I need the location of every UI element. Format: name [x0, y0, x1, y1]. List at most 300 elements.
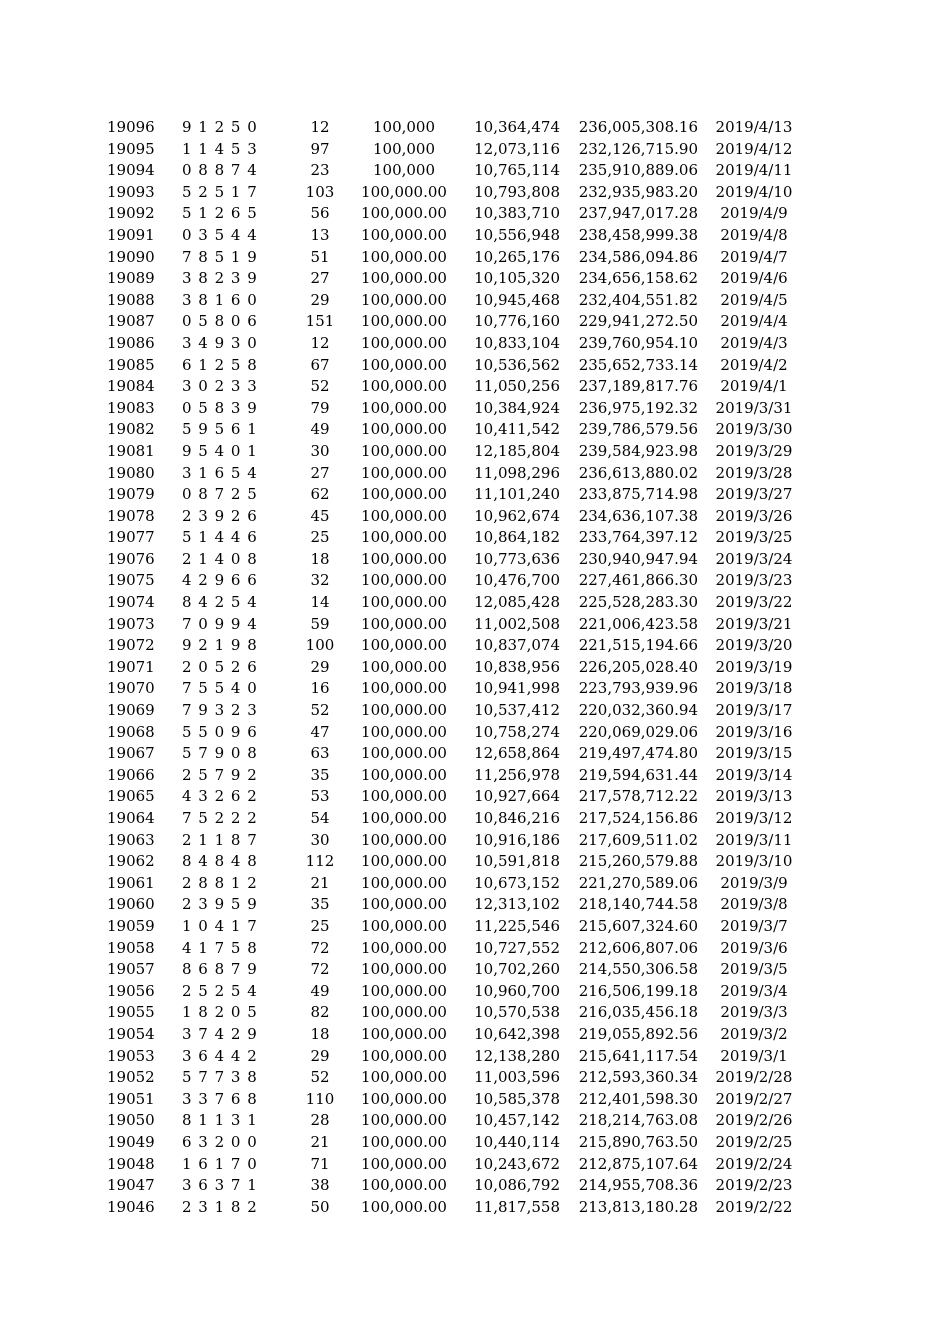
winner-count: 72 [310, 960, 330, 979]
draw-date: 2019/4/11 [715, 161, 793, 180]
winning-numbers: 8 1 1 3 1 [182, 1111, 257, 1130]
issue-number: 19090 [107, 247, 155, 266]
winner-count: 27 [310, 269, 330, 288]
issue-number: 19066 [107, 765, 155, 784]
winner-count: 49 [310, 981, 330, 1000]
lottery-results-sheet [0, 117, 950, 1218]
winning-numbers: 7 9 3 2 3 [182, 701, 257, 720]
prize-pool: 217,524,156.86 [578, 809, 698, 827]
table-row [0, 1002, 950, 1024]
winner-count: 21 [310, 873, 330, 892]
prize-pool: 212,593,360.34 [578, 1068, 698, 1087]
winner-count: 103 [305, 182, 335, 201]
draw-date: 2019/2/28 [715, 1068, 793, 1087]
winning-numbers: 8 4 8 4 8 [182, 852, 257, 871]
prize-pool: 230,940,947.94 [578, 549, 698, 568]
issue-number: 19092 [107, 204, 155, 223]
winning-numbers: 2 8 8 1 2 [182, 873, 257, 892]
winning-numbers: 2 5 7 9 2 [182, 765, 257, 784]
draw-date: 2019/3/31 [715, 398, 793, 417]
winner-count: 30 [310, 441, 330, 460]
winner-count: 56 [310, 204, 330, 223]
winner-count: 25 [310, 528, 330, 547]
table-row [0, 1132, 950, 1154]
draw-date: 2019/3/14 [715, 765, 793, 784]
table-row [0, 959, 950, 981]
table-row [0, 160, 950, 182]
issue-number: 19084 [107, 377, 155, 396]
issue-number: 19094 [107, 161, 155, 180]
winning-numbers: 7 5 5 4 0 [182, 679, 257, 698]
winning-numbers: 5 7 9 0 8 [182, 744, 257, 763]
issue-number: 19085 [107, 355, 155, 374]
prize-amount: 100,000.00 [361, 1046, 447, 1065]
table-row [0, 182, 950, 204]
draw-date: 2019/3/17 [715, 701, 793, 720]
prize-amount: 100,000.00 [361, 204, 447, 223]
issue-number: 19049 [107, 1132, 155, 1151]
prize-pool: 234,586,094.86 [578, 247, 698, 266]
winning-numbers: 8 6 8 7 9 [182, 960, 257, 979]
issue-number: 19057 [107, 960, 155, 979]
winning-numbers: 6 1 2 5 8 [182, 355, 257, 374]
winner-count: 110 [305, 1089, 335, 1108]
sales-amount: 10,537,412 [474, 701, 560, 720]
draw-date: 2019/3/20 [715, 636, 793, 655]
prize-amount: 100,000.00 [361, 938, 447, 957]
prize-pool: 234,636,107.38 [578, 506, 698, 525]
draw-date: 2019/3/12 [715, 809, 793, 827]
table-row [0, 398, 950, 420]
prize-pool: 215,641,117.54 [578, 1046, 698, 1065]
prize-amount: 100,000.00 [361, 744, 447, 763]
prize-amount: 100,000 [372, 139, 436, 158]
table-row [0, 1154, 950, 1176]
prize-amount: 100,000.00 [361, 679, 447, 698]
prize-amount: 100,000.00 [361, 355, 447, 374]
sales-amount: 10,585,378 [474, 1089, 560, 1108]
winner-count: 16 [310, 679, 330, 698]
draw-date: 2019/2/22 [715, 1197, 793, 1216]
draw-date: 2019/3/9 [720, 873, 788, 892]
winning-numbers: 0 5 8 3 9 [182, 398, 257, 417]
sales-amount: 10,758,274 [474, 722, 560, 741]
table-row [0, 139, 950, 161]
issue-number: 19056 [107, 981, 155, 1000]
winner-count: 49 [310, 420, 330, 439]
winner-count: 35 [310, 765, 330, 784]
draw-date: 2019/3/1 [720, 1046, 788, 1065]
winner-count: 52 [310, 1068, 330, 1087]
winner-count: 23 [310, 161, 330, 180]
winner-count: 112 [305, 852, 335, 871]
draw-date: 2019/4/3 [720, 333, 788, 352]
winning-numbers: 5 2 5 1 7 [182, 182, 257, 201]
winning-numbers: 3 7 4 2 9 [182, 1024, 257, 1043]
table-row [0, 678, 950, 700]
draw-date: 2019/4/6 [720, 269, 788, 288]
winning-numbers: 2 1 4 0 8 [182, 549, 257, 568]
winner-count: 59 [310, 614, 330, 633]
winning-numbers: 7 0 9 9 4 [182, 614, 257, 633]
issue-number: 19058 [107, 938, 155, 957]
prize-amount: 100,000.00 [361, 269, 447, 288]
winning-numbers: 3 0 2 3 3 [182, 377, 257, 396]
prize-amount: 100,000.00 [361, 614, 447, 633]
prize-pool: 221,515,194.66 [578, 636, 698, 655]
table-row [0, 549, 950, 571]
table-row [0, 635, 950, 657]
winner-count: 18 [310, 549, 330, 568]
winning-numbers: 4 3 2 6 2 [182, 787, 257, 806]
table-row [0, 700, 950, 722]
issue-number: 19071 [107, 657, 155, 676]
issue-number: 19091 [107, 225, 155, 244]
draw-date: 2019/3/28 [715, 463, 793, 482]
winning-numbers: 0 8 8 7 4 [182, 161, 257, 180]
draw-date: 2019/3/29 [715, 441, 793, 460]
winning-numbers: 0 8 7 2 5 [182, 485, 257, 504]
sales-amount: 12,185,804 [474, 441, 560, 460]
table-row [0, 1197, 950, 1219]
prize-pool: 214,550,306.58 [578, 960, 698, 979]
prize-amount: 100,000.00 [361, 787, 447, 806]
prize-pool: 212,606,807.06 [578, 938, 698, 957]
table-row [0, 1067, 950, 1089]
draw-date: 2019/3/7 [720, 916, 788, 935]
winner-count: 71 [310, 1154, 330, 1173]
winning-numbers: 4 2 9 6 6 [182, 571, 257, 590]
issue-number: 19076 [107, 549, 155, 568]
issue-number: 19059 [107, 916, 155, 935]
table-row [0, 376, 950, 398]
sales-amount: 10,570,538 [474, 1003, 560, 1022]
winner-count: 29 [310, 1046, 330, 1065]
prize-pool: 218,214,763.08 [578, 1111, 698, 1130]
table-row [0, 1089, 950, 1111]
winner-count: 12 [310, 118, 330, 136]
sales-amount: 10,837,074 [474, 636, 560, 655]
sales-amount: 10,265,176 [474, 247, 560, 266]
winning-numbers: 3 8 2 3 9 [182, 269, 257, 288]
winning-numbers: 5 5 0 9 6 [182, 722, 257, 741]
prize-pool: 216,506,199.18 [578, 981, 698, 1000]
prize-amount: 100,000.00 [361, 1176, 447, 1195]
sales-amount: 10,243,672 [474, 1154, 560, 1173]
table-row [0, 743, 950, 765]
prize-pool: 232,935,983.20 [578, 182, 698, 201]
prize-amount: 100,000.00 [361, 593, 447, 612]
sales-amount: 12,085,428 [474, 593, 560, 612]
winner-count: 30 [310, 830, 330, 849]
table-row [0, 268, 950, 290]
issue-number: 19052 [107, 1068, 155, 1087]
winner-count: 47 [310, 722, 330, 741]
prize-pool: 239,584,923.98 [578, 441, 698, 460]
sales-amount: 10,864,182 [474, 528, 560, 547]
prize-amount: 100,000.00 [361, 960, 447, 979]
issue-number: 19086 [107, 333, 155, 352]
table-row [0, 786, 950, 808]
winner-count: 29 [310, 290, 330, 309]
draw-date: 2019/3/18 [715, 679, 793, 698]
sales-amount: 10,086,792 [474, 1176, 560, 1195]
draw-date: 2019/3/25 [715, 528, 793, 547]
draw-date: 2019/3/26 [715, 506, 793, 525]
sales-amount: 10,591,818 [474, 852, 560, 871]
issue-number: 19062 [107, 852, 155, 871]
draw-date: 2019/3/23 [715, 571, 793, 590]
table-row [0, 938, 950, 960]
draw-date: 2019/3/30 [715, 420, 793, 439]
prize-pool: 212,401,598.30 [578, 1089, 698, 1108]
draw-date: 2019/3/8 [720, 895, 788, 914]
draw-date: 2019/3/5 [720, 960, 788, 979]
winning-numbers: 2 3 1 8 2 [182, 1197, 257, 1216]
draw-date: 2019/2/27 [715, 1089, 793, 1108]
sales-amount: 11,050,256 [474, 377, 560, 396]
prize-pool: 225,528,283.30 [578, 593, 698, 612]
prize-pool: 217,609,511.02 [578, 830, 698, 849]
prize-amount: 100,000.00 [361, 809, 447, 827]
draw-date: 2019/3/2 [720, 1024, 788, 1043]
draw-date: 2019/3/19 [715, 657, 793, 676]
issue-number: 19067 [107, 744, 155, 763]
winning-numbers: 8 4 2 5 4 [182, 593, 257, 612]
winner-count: 52 [310, 701, 330, 720]
prize-pool: 226,205,028.40 [578, 657, 698, 676]
table-row [0, 592, 950, 614]
issue-number: 19063 [107, 830, 155, 849]
sales-amount: 10,765,114 [474, 161, 560, 180]
sales-amount: 11,002,508 [474, 614, 560, 633]
draw-date: 2019/3/13 [715, 787, 793, 806]
sales-amount: 10,383,710 [474, 204, 560, 223]
sales-amount: 11,817,558 [474, 1197, 560, 1216]
winner-count: 27 [310, 463, 330, 482]
prize-pool: 219,594,631.44 [578, 765, 698, 784]
prize-amount: 100,000.00 [361, 1197, 447, 1216]
draw-date: 2019/4/2 [720, 355, 788, 374]
winning-numbers: 9 5 4 0 1 [182, 441, 257, 460]
issue-number: 19095 [107, 139, 155, 158]
draw-date: 2019/4/7 [720, 247, 788, 266]
issue-number: 19064 [107, 809, 155, 827]
issue-number: 19088 [107, 290, 155, 309]
prize-pool: 239,786,579.56 [578, 420, 698, 439]
winner-count: 100 [305, 636, 335, 655]
issue-number: 19096 [107, 118, 155, 136]
draw-date: 2019/2/26 [715, 1111, 793, 1130]
winning-numbers: 5 9 5 6 1 [182, 420, 257, 439]
draw-date: 2019/3/3 [720, 1003, 788, 1022]
sales-amount: 11,003,596 [474, 1068, 560, 1087]
prize-pool: 220,032,360.94 [578, 701, 698, 720]
table-row [0, 225, 950, 247]
winning-numbers: 7 8 5 1 9 [182, 247, 257, 266]
issue-number: 19074 [107, 593, 155, 612]
sales-amount: 10,727,552 [474, 938, 560, 957]
table-row [0, 765, 950, 787]
draw-date: 2019/2/23 [715, 1176, 793, 1195]
winning-numbers: 3 3 7 6 8 [182, 1089, 257, 1108]
issue-number: 19073 [107, 614, 155, 633]
sales-amount: 11,256,978 [474, 765, 560, 784]
draw-date: 2019/4/9 [720, 204, 788, 223]
draw-date: 2019/3/4 [720, 981, 788, 1000]
winning-numbers: 9 2 1 9 8 [182, 636, 257, 655]
prize-pool: 212,875,107.64 [578, 1154, 698, 1173]
prize-amount: 100,000.00 [361, 182, 447, 201]
prize-pool: 218,140,744.58 [578, 895, 698, 914]
prize-pool: 236,975,192.32 [578, 398, 698, 417]
sales-amount: 10,960,700 [474, 981, 560, 1000]
prize-pool: 220,069,029.06 [578, 722, 698, 741]
winner-count: 38 [310, 1176, 330, 1195]
sales-amount: 11,101,240 [474, 485, 560, 504]
prize-amount: 100,000.00 [361, 377, 447, 396]
issue-number: 19093 [107, 182, 155, 201]
prize-amount: 100,000.00 [361, 852, 447, 871]
prize-amount: 100,000.00 [361, 765, 447, 784]
draw-date: 2019/4/4 [720, 312, 788, 331]
winning-numbers: 4 1 7 5 8 [182, 938, 257, 957]
sales-amount: 10,838,956 [474, 657, 560, 676]
winner-count: 54 [310, 809, 330, 827]
issue-number: 19047 [107, 1176, 155, 1195]
issue-number: 19065 [107, 787, 155, 806]
table-row [0, 657, 950, 679]
prize-amount: 100,000 [372, 161, 436, 180]
draw-date: 2019/4/10 [715, 182, 793, 201]
winning-numbers: 1 6 1 7 0 [182, 1154, 257, 1173]
sales-amount: 10,673,152 [474, 873, 560, 892]
prize-amount: 100,000.00 [361, 873, 447, 892]
table-row [0, 117, 950, 139]
winning-numbers: 0 5 8 0 6 [182, 312, 257, 331]
winning-numbers: 1 8 2 0 5 [182, 1003, 257, 1022]
winning-numbers: 3 6 3 7 1 [182, 1176, 257, 1195]
prize-pool: 239,760,954.10 [578, 333, 698, 352]
prize-pool: 232,404,551.82 [578, 290, 698, 309]
prize-pool: 229,941,272.50 [578, 312, 698, 331]
prize-pool: 235,652,733.14 [578, 355, 698, 374]
table-row [0, 614, 950, 636]
prize-amount: 100,000.00 [361, 830, 447, 849]
prize-amount: 100,000.00 [361, 290, 447, 309]
prize-amount: 100,000.00 [361, 1003, 447, 1022]
prize-pool: 236,613,880.02 [578, 463, 698, 482]
sales-amount: 10,916,186 [474, 830, 560, 849]
prize-pool: 237,947,017.28 [578, 204, 698, 223]
prize-amount: 100,000.00 [361, 722, 447, 741]
sales-amount: 10,476,700 [474, 571, 560, 590]
table-row [0, 851, 950, 873]
sales-amount: 12,313,102 [474, 895, 560, 914]
draw-date: 2019/3/27 [715, 485, 793, 504]
draw-date: 2019/3/24 [715, 549, 793, 568]
draw-date: 2019/4/1 [720, 377, 788, 396]
winner-count: 50 [310, 1197, 330, 1216]
draw-date: 2019/4/12 [715, 139, 793, 158]
issue-number: 19082 [107, 420, 155, 439]
issue-number: 19087 [107, 312, 155, 331]
winning-numbers: 2 0 5 2 6 [182, 657, 257, 676]
winning-numbers: 5 7 7 3 8 [182, 1068, 257, 1087]
sales-amount: 10,945,468 [474, 290, 560, 309]
winning-numbers: 3 1 6 5 4 [182, 463, 257, 482]
table-row [0, 894, 950, 916]
table-row [0, 355, 950, 377]
winner-count: 21 [310, 1132, 330, 1151]
table-row [0, 981, 950, 1003]
sales-amount: 10,364,474 [474, 118, 560, 136]
issue-number: 19083 [107, 398, 155, 417]
issue-number: 19060 [107, 895, 155, 914]
table-row [0, 1175, 950, 1197]
sales-amount: 10,440,114 [474, 1132, 560, 1151]
issue-number: 19055 [107, 1003, 155, 1022]
draw-date: 2019/4/8 [720, 225, 788, 244]
issue-number: 19072 [107, 636, 155, 655]
sales-amount: 10,927,664 [474, 787, 560, 806]
winning-numbers: 0 3 5 4 4 [182, 225, 257, 244]
prize-pool: 232,126,715.90 [578, 139, 698, 158]
draw-date: 2019/4/5 [720, 290, 788, 309]
prize-amount: 100,000.00 [361, 247, 447, 266]
issue-number: 19054 [107, 1024, 155, 1043]
prize-pool: 214,955,708.36 [578, 1176, 698, 1195]
winner-count: 18 [310, 1024, 330, 1043]
sales-amount: 10,776,160 [474, 312, 560, 331]
winner-count: 13 [310, 225, 330, 244]
prize-pool: 223,793,939.96 [578, 679, 698, 698]
draw-date: 2019/3/21 [715, 614, 793, 633]
sales-amount: 11,098,296 [474, 463, 560, 482]
prize-amount: 100,000.00 [361, 1132, 447, 1151]
table-row [0, 506, 950, 528]
sales-amount: 10,702,260 [474, 960, 560, 979]
winner-count: 35 [310, 895, 330, 914]
table-row [0, 1024, 950, 1046]
prize-amount: 100,000.00 [361, 528, 447, 547]
prize-pool: 215,260,579.88 [578, 852, 698, 871]
sales-amount: 10,773,636 [474, 549, 560, 568]
issue-number: 19077 [107, 528, 155, 547]
prize-amount: 100,000.00 [361, 225, 447, 244]
sales-amount: 10,536,562 [474, 355, 560, 374]
prize-amount: 100,000.00 [361, 1089, 447, 1108]
issue-number: 19081 [107, 441, 155, 460]
table-row [0, 463, 950, 485]
prize-amount: 100,000.00 [361, 549, 447, 568]
table-row [0, 916, 950, 938]
winning-numbers: 3 6 4 4 2 [182, 1046, 257, 1065]
prize-amount: 100,000.00 [361, 333, 447, 352]
prize-amount: 100,000.00 [361, 636, 447, 655]
winning-numbers: 7 5 2 2 2 [182, 809, 257, 827]
sales-amount: 11,225,546 [474, 916, 560, 935]
table-row [0, 722, 950, 744]
prize-amount: 100,000.00 [361, 657, 447, 676]
issue-number: 19075 [107, 571, 155, 590]
prize-amount: 100,000.00 [361, 312, 447, 331]
issue-number: 19069 [107, 701, 155, 720]
prize-amount: 100,000.00 [361, 485, 447, 504]
winning-numbers: 1 1 4 5 3 [182, 139, 257, 158]
sales-amount: 10,833,104 [474, 333, 560, 352]
winning-numbers: 3 8 1 6 0 [182, 290, 257, 309]
